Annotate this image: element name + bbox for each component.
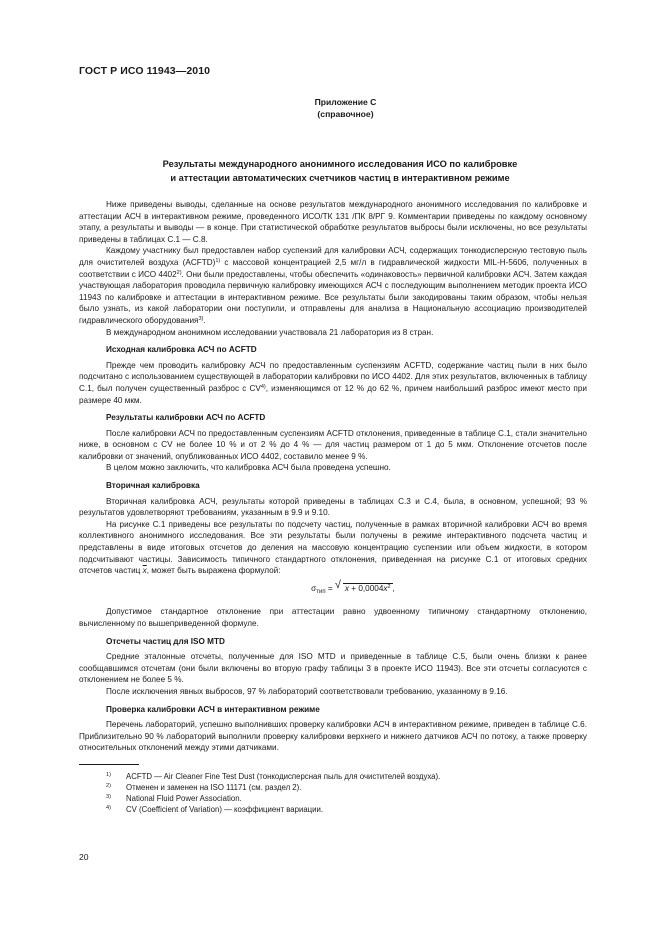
footnote-ref-3: 3)	[198, 315, 204, 322]
section5-paragraph-1: Перечень лабораторий, успешно выполнивших проверку калибровки АСЧ в интерактивном режиме, приведен в таблице С.6. Приблизительно 90 % лабораторий выполнили проверку калибровки верхнего и нижнего датчиков АСЧ по потоку, а также проверку относительных отклонений между этими датчиками.	[79, 720, 587, 753]
section1-paragraph-1	[79, 360, 587, 406]
footnote-3	[79, 793, 587, 804]
intro-paragraph-3: В международном анонимном исследовании участвовала 21 лаборатория из 8 стран.	[106, 327, 434, 337]
footnote-4	[79, 804, 587, 815]
intro-p2-text-c: . Они были предоставлены, чтобы обеспечить «одинаковость» первичной калибровки АСЧ. Затем каждая участвующая лаборатория проводила первичную калибровку имеющихся АСЧ с последующим выполнением методик проекта ИСО 11943 по калибровке и аттестации в интерактивном режиме. Все результаты были закодированы таким образом, чтобы нельзя было узнать, из какой лаборатории они поступили, и отправлены для анализа в Национальную ассоциацию производителей гидравлического оборудования	[79, 269, 587, 325]
annex-title-line-2: и аттестации автоматических счетчиков частиц в интерактивном режиме	[170, 173, 510, 183]
intro-p2-text-d: .	[203, 315, 206, 325]
formula-equals: =	[325, 583, 335, 593]
formula-sigma: σ	[311, 583, 317, 593]
intro-p2-text-a: Каждому участнику был предоставлен набор суспензий для калибровки АСЧ, содержащих тонкодисперсную тестовую пыль для очистителей воздуха (ACFTD)	[79, 246, 587, 267]
section2-paragraph-1: После калибровки АСЧ по предоставленным суспензиям ACFTD отклонения, приведенные в таблице С.1, стали значительно ниже, в основном с CV не более 10 % и от 2 % до 4 % — для частиц размером от 1 до 5 мкм. Отклонение отсчетов после калибровки от значений, опубликованных ИСО 4402, составило менее 9 %.	[79, 428, 587, 461]
annex-label-block	[0, 96, 661, 120]
section-heading-iso-mtd-counts: Отсчеты частиц для ISO MTD	[106, 636, 225, 646]
section-heading-initial-calibration: Исходная калибровка АСЧ по ACFTD	[106, 345, 257, 355]
sec1-p1-text-b: , изменяющимся от 12 % до 62 %, причем наибольший разброс имеют место при размере 40 мкм.	[79, 383, 587, 405]
section4-paragraph-2: После исключения явных выбросов, 97 % лабораторий соответствовали требованию, указанному в 9.16.	[106, 686, 508, 696]
formula-plus-term: + 0,0004	[349, 583, 384, 593]
intro-paragraph-2	[79, 245, 587, 326]
section-heading-secondary-calibration: Вторичная калибровка	[106, 481, 200, 491]
section2-paragraph-2: В целом можно заключить, что калибровка АСЧ была проведена успешно.	[106, 463, 391, 473]
formula-comma: ,	[392, 583, 395, 593]
footnote-2-text: Отменен и заменен на ISO 11171 (см. раздел 2).	[126, 782, 302, 792]
document-body	[79, 199, 587, 815]
footnote-2	[79, 782, 587, 793]
footnote-2-number: 2)	[106, 782, 111, 789]
section3-paragraph-2	[79, 519, 587, 577]
annex-label: Приложение С	[314, 97, 377, 107]
std-deviation-formula	[119, 578, 587, 599]
section-heading-calibration-results: Результаты калибровки АСЧ по ACFTD	[106, 413, 266, 423]
radicand	[343, 583, 393, 593]
page-number: 20	[79, 852, 89, 862]
footnote-1-number: 1)	[106, 771, 111, 778]
section-heading-interactive-verification: Проверка калибровки АСЧ в интерактивном режиме	[106, 704, 320, 714]
sec3-p2-text-a: На рисунке С.1 приведены все результаты по подсчету частиц, полученные в рамках вторичной калибровки АСЧ во время коллективного анонимного исследования. Все эти результаты были получены в режиме интерактивного подсчета частиц и представлены в виде итоговых отсчетов до деления на массовую концентрацию суспензии или объем жидкости, в котором подсчитывают частицы. Зависимость типичного стандартного отклонения, приведенная на рисунке С.1 от итоговых средних отсчетов частиц	[79, 519, 587, 576]
footnote-1-text: ACFTD — Air Cleaner Fine Test Dust (тонкодисперсная пыль для очистителей воздуха).	[126, 771, 441, 781]
square-root	[334, 578, 393, 595]
footnote-4-number: 4)	[106, 804, 111, 811]
footnote-1	[79, 771, 587, 782]
formula-subscript: тип	[316, 588, 326, 595]
x-bar-symbol: $\overline{x}$	[142, 566, 147, 576]
annex-title-line-1: Результаты международного анонимного исследования ИСО по калибровке	[162, 159, 518, 169]
intro-paragraph-1: Ниже приведены выводы, сделанные на основе результатов международного анонимного исследования по калибровке и аттестации АСЧ в интерактивном режиме, проведенного ИСО/ТК 131 /ПК 8/РГ 9. Комментарии приведены по каждому основному этапу, а результаты и выводы — в конце. При статистической обработке результатов выбросы были исключены, но все результаты приведены в таблицах С.1 — С.8.	[79, 200, 587, 244]
section3-paragraph-3: Допустимое стандартное отклонение при аттестации равно удвоенному типичному стандартному отклонению, вычисленному по вышеприведенной формуле.	[79, 607, 587, 628]
formula-square: 2	[387, 583, 391, 590]
annex-title	[100, 157, 580, 185]
sec3-p2-text-b: , может быть выражена формулой:	[146, 566, 281, 576]
footnote-divider	[79, 764, 139, 765]
sec1-p1-text-a: Прежде чем проводить калибровку АСЧ по предоставленным суспензиям ACFTD, содержание частиц пыли в них было подсчитано с использованием существующей в лаборатории калибровки по ИСО 4402. Для этих результатов, включенных в таблицу С.1, был получен существенный разброс с CV	[79, 360, 587, 393]
footnote-ref-1: 1)	[215, 257, 221, 264]
standard-code-header: ГОСТ Р ИСО 11943—2010	[79, 65, 211, 77]
intro-p2-text-b: с массовой концентрацией 2,5 мг/л в гидравлической жидкости MIL-H-5606, полученных в соответствии с ИСО 4402	[79, 257, 587, 279]
formula-x-bar: x	[344, 583, 350, 593]
footnote-ref-4: 4)	[260, 383, 266, 390]
radical-sign-icon: √	[334, 578, 341, 591]
annex-type: (справочное)	[317, 109, 374, 119]
footnote-4-text: CV (Coefficient of Variation) — коэффициент вариации.	[126, 804, 324, 814]
section4-paragraph-1: Средние эталонные отсчеты, полученные для ISO MTD и приведенные в таблице С.5, были очень близки к ранее сообщавшимся отсчетам (они были включены во вторую графу таблицы 3 в проекте ИСО 11943). Все эти отсчеты согласуются с отклонением не более 5 %.	[79, 652, 587, 685]
footnote-ref-2: 2)	[176, 269, 182, 276]
formula-x-bar-2: $\overline{x}$	[383, 583, 388, 593]
footnote-3-text: National Fluid Power Association.	[126, 793, 242, 803]
footnote-3-number: 3)	[106, 793, 111, 800]
section3-paragraph-1: Вторичная калибровка АСЧ, результаты которой приведены в таблицах С.3 и С.4, была, в основном, успешной; 93 % результатов удовлетворяют требованиям, указанным в 9.9 и 9.10.	[79, 496, 587, 518]
